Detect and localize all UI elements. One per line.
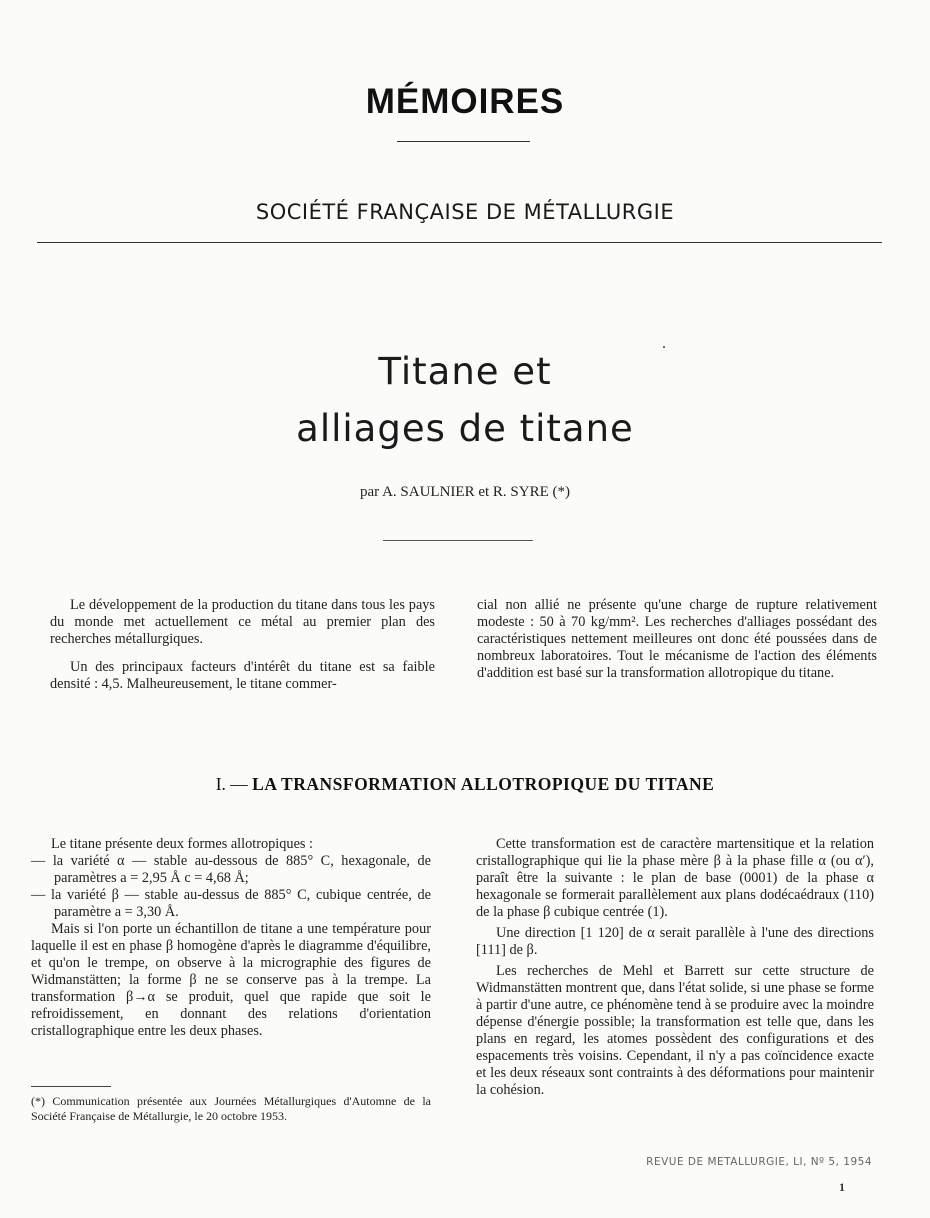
body-left-column (31, 836, 431, 1040)
list-item: — la variété β — stable au-dessus de 885° C, cubique centrée, de paramètre a = 3,30 Å. (31, 887, 431, 920)
section-header: MÉMOIRES (365, 82, 565, 121)
intro-left-column (50, 597, 435, 693)
body-paragraph: Cette transformation est de caractère martensitique et la relation cristallographique qui lie la phase mère β à la phase fille α (ou α′), paraît être la suivante : le plan de base (0001) de la phase α hexagonale se formerait parallèlement aux plans dodécaédraux (110) de la phase β cubique centrée (1). (476, 836, 874, 920)
article-authors: par A. SAULNIER et R. SYRE (*) (360, 484, 570, 500)
header-rule (37, 242, 882, 243)
intro-paragraph: Un des principaux facteurs d'intérêt du titane est sa faible densité : 4,5. Malheureusement, le titane commer- (50, 659, 435, 692)
title-divider (383, 540, 533, 541)
short-divider (397, 141, 530, 142)
intro-paragraph: cial non allié ne présente qu'une charge de rupture relativement modeste : 50 à 70 kg/mm². Les recherches d'alliages possédant des caractéristiques nettement meilleures ont donc été poussées dans de nombreux laboratoires. Tout le mécanisme de l'action des éléments d'addition est basé sur la transformation allotropique du titane. (477, 597, 877, 681)
body-paragraph: Mais si l'on porte un échantillon de titane a une température pour laquelle il est en phase β homogène d'après le diagramme d'équilibre, et qu'on le trempe, on observe à la micrographie des figures de Widmanstätten; la forme β ne se conserve pas à la trempe. La transformation β→α se produit, quel que rapide que soit le refroidissement, en donnant des relations d'orientation cristallographique entre les deux phases. (31, 921, 431, 1039)
article-title-line2: alliages de titane (296, 407, 634, 450)
journal-footer: REVUE DE METALLURGIE, LI, Nº 5, 1954 (646, 1156, 872, 1168)
society-name: SOCIÉTÉ FRANÇAISE DE MÉTALLURGIE (255, 200, 675, 224)
footnote-rule (31, 1086, 111, 1087)
article-title-line1: Titane et (378, 350, 552, 393)
body-paragraph: Les recherches de Mehl et Barrett sur cette structure de Widmanstätten montrent que, dans l'état solide, si une phase se forme à partir d'une autre, ce phénomène tend à se produire avec la moindre dépense d'énergie possible; la transformation est telle que, dans les plans en regard, les atomes possèdent des configurations et des espacements très voisins. Cependant, il n'y a pas coïncidence exacte et les deux réseaux sont contraints à des déformations pour maintenir la cohésion. (476, 963, 874, 1098)
body-right-column (476, 836, 874, 1099)
footnote: (*) Communication présentée aux Journées Métallurgiques d'Automne de la Société Française de Métallurgie, le 20 octobre 1953. (31, 1094, 431, 1123)
page-mark: 1 (839, 1180, 845, 1194)
section-heading (0, 774, 930, 795)
body-paragraph: Une direction [1 120] de α serait parallèle à l'une des directions [111] de β. (476, 925, 874, 958)
intro-paragraph: Le développement de la production du titane dans tous les pays du monde met actuellement ce métal au premier plan des recherches métallurgiques. (50, 597, 435, 647)
body-paragraph: Le titane présente deux formes allotropiques : (51, 836, 314, 852)
print-speck (663, 346, 665, 348)
section-title: LA TRANSFORMATION ALLOTROPIQUE DU TITANE (252, 774, 715, 794)
list-item: — la variété α — stable au-dessous de 885° C, hexagonale, de paramètres a = 2,95 Å c = 4,68 Å; (31, 853, 431, 886)
intro-right-column (477, 597, 877, 682)
section-number: I. — (215, 774, 248, 794)
